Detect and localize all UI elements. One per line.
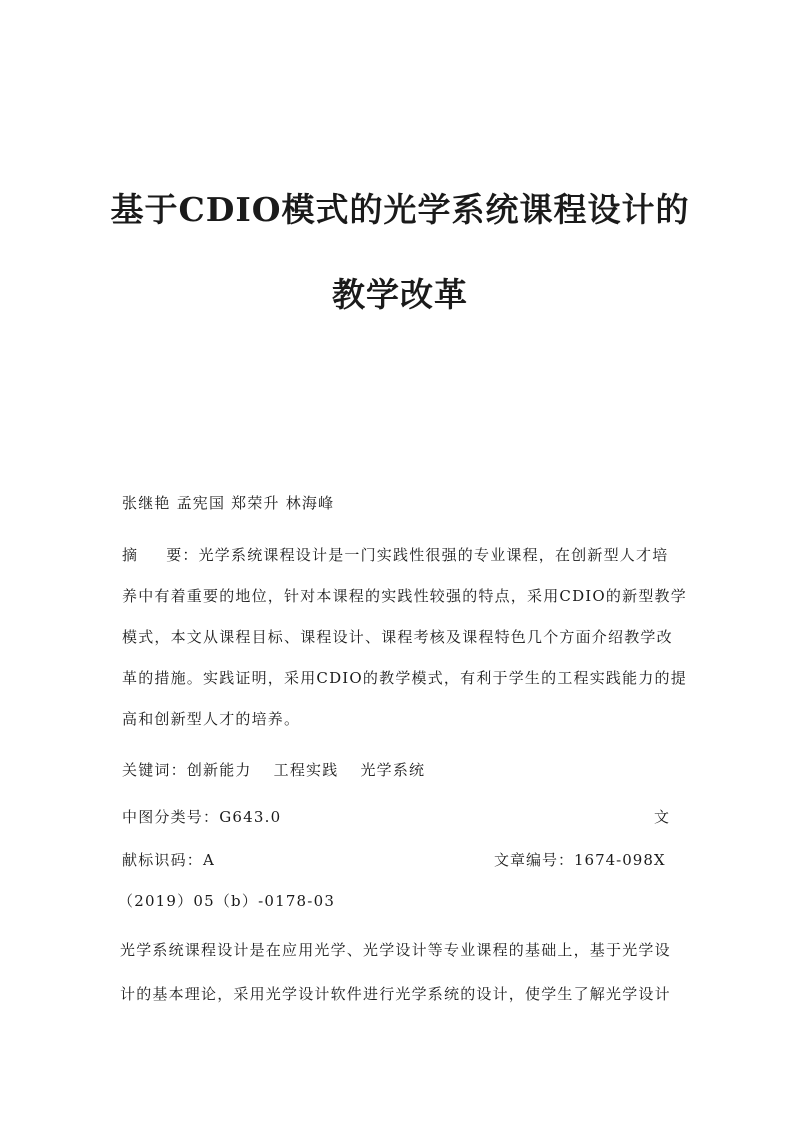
abstract-label-b: 要： [166,546,199,564]
keyword-item: 创新能力 [186,761,252,779]
abstract-line-3: 模式，本文从课程目标、课程设计、课程考核及课程特色几个方面介绍教学改 [122,628,673,646]
document-code: 献标识码：A [122,851,216,869]
paper-title-line-1: 基于CDIO模式的光学系统课程设计的 [110,190,690,229]
document-code-prefix: 文 [654,808,671,826]
abstract-label-a: 摘 [122,546,139,564]
abstract-line-1 [122,545,682,565]
abstract-line-4: 革的措施。实践证明，采用CDIO的教学模式，有利于学生的工程实践能力的提 [122,669,687,687]
keywords-label: 关键词： [122,761,187,779]
issue-info: （2019）05（b）-0178-03 [118,892,336,910]
keyword-item: 工程实践 [273,761,339,779]
abstract-text: 光学系统课程设计是一门实践性很强的专业课程，在创新型人才培 [198,546,669,564]
keyword-item: 光学系统 [360,761,426,779]
body-line-2: 计的基本理论，采用光学设计软件进行光学系统的设计，使学生了解光学设计 [120,985,671,1003]
author-list: 张继艳 孟宪国 郑荣升 林海峰 [122,494,335,512]
article-number: 文章编号：1674-098X [494,851,666,869]
body-line-1: 光学系统课程设计是在应用光学、光学设计等专业课程的基础上，基于光学设 [120,941,671,959]
paper-title-line-2: 教学改革 [332,275,468,314]
clc-number: 中图分类号：G643.0 [122,808,282,826]
abstract-line-5: 高和创新型人才的培养。 [122,710,301,728]
keywords-line [122,760,682,780]
abstract-line-2: 养中有着重要的地位，针对本课程的实践性较强的特点，采用CDIO的新型教学 [122,587,687,605]
